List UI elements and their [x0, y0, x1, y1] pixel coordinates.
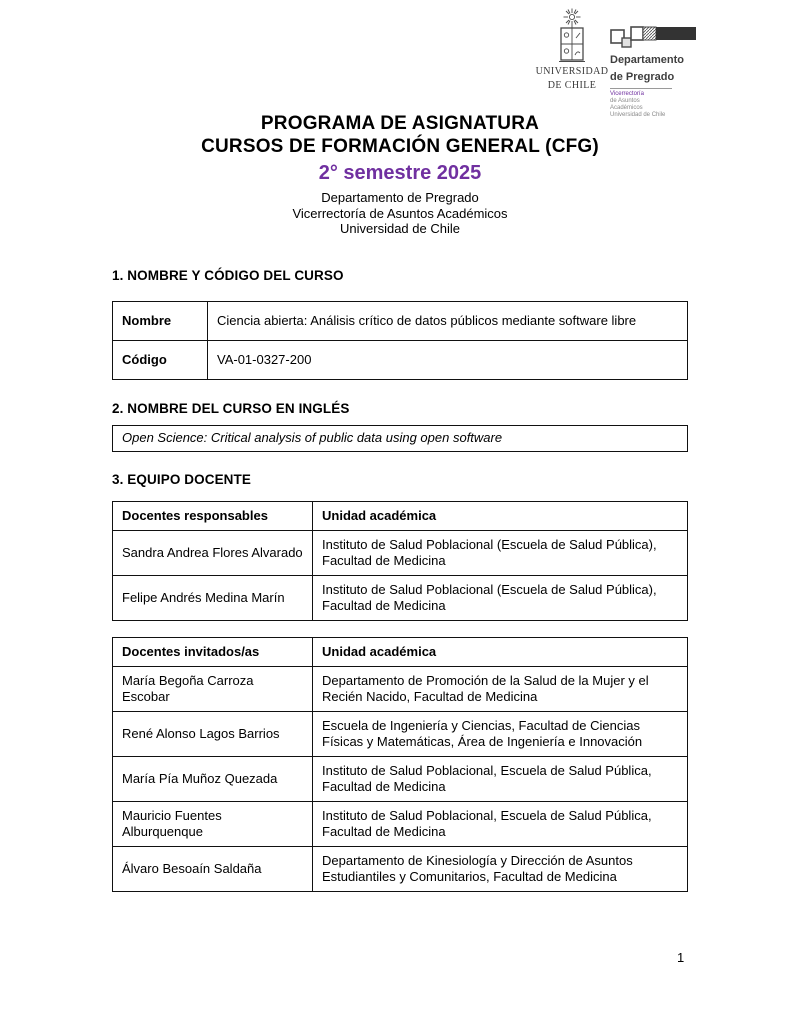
departamento-de-pregrado-logo — [610, 24, 702, 119]
table-row — [113, 531, 688, 576]
section3-heading: 3. EQUIPO DOCENTE — [112, 472, 251, 487]
table-row — [113, 576, 688, 621]
section1-heading: 1. NOMBRE Y CÓDIGO DEL CURSO — [112, 268, 344, 283]
title-subline-universidad: Universidad de Chile — [340, 221, 460, 236]
docentes-responsables-table — [112, 501, 688, 621]
docente-name-cell: Álvaro Besoaín Saldaña — [113, 847, 313, 892]
column-header: Unidad académica — [313, 638, 688, 667]
table-row — [113, 667, 688, 712]
document-body — [112, 268, 688, 892]
table-row — [113, 341, 688, 380]
pregrado-logo-title-line1: Departamento — [610, 54, 684, 66]
unidad-cell: Escuela de Ingeniería y Ciencias, Facultad de Ciencias Físicas y Matemáticas, Área de Ingeniería e Innovación — [313, 712, 688, 757]
pregrado-logo-title-line2: de Pregrado — [610, 71, 675, 83]
docente-name-cell: Felipe Andrés Medina Marín — [113, 576, 313, 621]
title-line1: PROGRAMA DE ASIGNATURA — [260, 113, 540, 134]
nombre-label-cell: Nombre — [113, 302, 208, 341]
table-row — [113, 757, 688, 802]
table-row — [113, 712, 688, 757]
table-row — [113, 802, 688, 847]
page-number: 1 — [677, 950, 685, 965]
column-header: Docentes responsables — [113, 502, 313, 531]
unidad-cell: Instituto de Salud Poblacional, Escuela de Salud Pública, Facultad de Medicina — [313, 757, 688, 802]
docente-name-cell: Sandra Andrea Flores Alvarado — [113, 531, 313, 576]
codigo-value-cell: VA-01-0327-200 — [208, 341, 688, 380]
section2-heading: 2. NOMBRE DEL CURSO EN INGLÉS — [112, 401, 350, 416]
nombre-value-cell: Ciencia abierta: Análisis crítico de datos públicos mediante software libre — [208, 302, 688, 341]
docente-name-cell: María Begoña Carroza Escobar — [113, 667, 313, 712]
title-semester: 2° semestre 2025 — [318, 162, 482, 184]
unidad-cell: Instituto de Salud Poblacional, Escuela de Salud Pública, Facultad de Medicina — [313, 802, 688, 847]
codigo-label-cell: Código — [113, 341, 208, 380]
unidad-cell: Instituto de Salud Poblacional (Escuela de Salud Pública), Facultad de Medicina — [313, 531, 688, 576]
column-header: Docentes invitados/as — [113, 638, 313, 667]
pregrado-squares-icon — [610, 24, 702, 50]
column-header: Unidad académica — [313, 502, 688, 531]
pregrado-sub-line2: de Asuntos Académicos — [610, 98, 643, 111]
universidad-de-chile-crest-icon — [534, 8, 610, 64]
title-line2: CURSOS DE FORMACIÓN GENERAL (CFG) — [201, 136, 599, 157]
unidad-cell: Instituto de Salud Poblacional (Escuela de Salud Pública), Facultad de Medicina — [313, 576, 688, 621]
document-title-block — [0, 112, 800, 237]
table-header-row — [113, 502, 688, 531]
english-course-name-box: Open Science: Critical analysis of public data using open software — [112, 425, 688, 452]
pregrado-sub-line1: Vicerrectoría — [610, 91, 644, 97]
course-name-code-table — [112, 301, 688, 380]
table-header-row — [113, 638, 688, 667]
docente-name-cell: René Alonso Lagos Barrios — [113, 712, 313, 757]
docentes-invitados-table — [112, 637, 688, 892]
docente-name-cell: Mauricio Fuentes Alburquenque — [113, 802, 313, 847]
title-subline-departamento: Departamento de Pregrado — [321, 190, 479, 205]
pregrado-sub-line3: Universidad de Chile — [610, 112, 666, 118]
table-row — [113, 847, 688, 892]
unidad-cell: Departamento de Promoción de la Salud de la Mujer y el Recién Nacido, Facultad de Medicina — [313, 667, 688, 712]
docente-name-cell: María Pía Muñoz Quezada — [113, 757, 313, 802]
table-row — [113, 302, 688, 341]
title-subline-vicerrectoria: Vicerrectoría de Asuntos Académicos — [292, 205, 508, 221]
uchile-logo-text-line2: DE CHILE — [547, 79, 597, 91]
universidad-de-chile-logo — [534, 8, 610, 91]
unidad-cell: Departamento de Kinesiología y Dirección de Asuntos Estudiantiles y Comunitarios, Facultad de Medicina — [313, 847, 688, 892]
uchile-logo-text-line1: UNIVERSIDAD — [535, 66, 609, 77]
